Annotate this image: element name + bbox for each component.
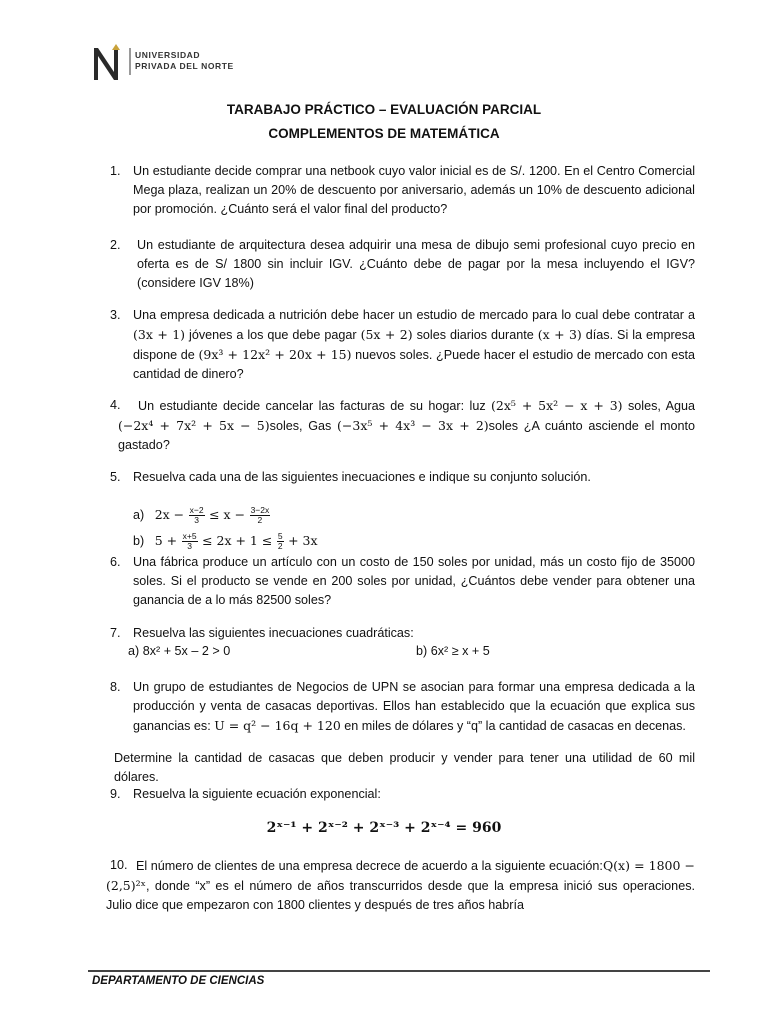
question-1: Un estudiante decide comprar una netbook cuyo valor inicial es de S/. 1200. En el Centro Comercial Mega plaza, realizan un 20% de descuento por aniversario, además un 10% de descuento adicional por promoción. ¿Cuánto será el valor final del producto?: [133, 164, 695, 216]
q5b-fraction-2-num: 5: [277, 531, 283, 542]
q5b-label: b): [133, 534, 145, 548]
q5a-label: a): [133, 508, 145, 522]
question-4: [118, 396, 695, 455]
q4-expr-1: (2x⁵ + 5x² − x + 3): [491, 398, 623, 413]
q10-text-a: El número de clientes de una empresa decrece de acuerdo a la siguiente ecuación:: [136, 859, 603, 873]
q5b-fraction-2: [277, 532, 284, 551]
logo-text: [135, 50, 234, 72]
q3-expr-3: (x + 3): [537, 327, 582, 342]
q5b-fraction-1-den: 3: [187, 541, 192, 552]
q10-text-b: , donde “x” es el número de años transcurridos desde que la empresa inició sus operaciones. Julio dice que empezaron con 1800 clientes y después de tres años habría: [106, 879, 695, 912]
q5a-fraction-1-num: x−2: [189, 505, 204, 516]
q5a-fraction-2-num: 3−2x: [250, 505, 270, 516]
document-title: TARABAJO PRÁCTICO – EVALUACIÓN PARCIAL: [226, 102, 542, 117]
item-number-2: 2.: [110, 238, 121, 252]
question-6: Una fábrica produce un artículo con un costo de 150 soles por unidad, más un costo fijo de 35000 soles. Si el producto se vende en 200 soles por unidad, ¿Cuántos debe vender para obtener una ganancia de a lo más 82500 soles?: [133, 555, 695, 607]
q5a-fraction-2: [250, 506, 271, 525]
q5b-part-1: 5 +: [154, 533, 178, 548]
q5a-part-1: 2x −: [154, 507, 185, 522]
question-8-instruction: Determine la cantidad de casacas que deben producir y vender para tener una utilidad de 60 mil dólares.: [114, 751, 695, 784]
q4-expr-3: (−3x⁵ + 4x³ − 3x + 2): [337, 418, 489, 433]
q8-text-a: Un grupo de estudiantes de Negocios de UPN se asocian para formar una empresa dedicada a la producción y venta de casacas deportivas. Ellos han establecido que la ecuación que explica sus ganancias es:: [133, 680, 695, 733]
q3-expr-4: (9x³ + 12x² + 20x + 15): [198, 347, 352, 362]
q8-equation: U = q² − 16q + 120: [214, 718, 341, 733]
question-5b: [133, 531, 633, 551]
question-7b: b) 6x² ≥ x + 5: [416, 644, 490, 658]
q3-expr-2: (5x + 2): [360, 327, 413, 342]
q3-expr-1: (3x + 1): [133, 327, 186, 342]
q4-text-b: soles, Agua: [622, 399, 695, 413]
q5a-fraction-1: [189, 506, 205, 525]
q5b-part-3: + 3x: [288, 533, 318, 548]
question-7a: a) 8x² + 5x – 2 > 0: [128, 644, 231, 658]
item-number-3: 3.: [110, 308, 121, 322]
question-5: Resuelva cada una de las siguientes inecuaciones e indique su conjunto solución.: [133, 470, 591, 484]
footer-divider: [88, 970, 710, 972]
item-number-4: 4.: [110, 398, 121, 412]
document-subtitle: COMPLEMENTOS DE MATEMÁTICA: [268, 126, 500, 141]
q4-text-d: soles ¿A cuánto asciende el monto gastado?: [118, 419, 695, 452]
logo-line2: PRIVADA DEL NORTE: [135, 61, 234, 71]
item-number-6: 6.: [110, 555, 121, 569]
logo-line1: UNIVERSIDAD: [135, 50, 201, 60]
q5b-fraction-1: [182, 532, 198, 551]
q5b-fraction-2-den: 2: [277, 541, 283, 552]
q4-expr-2: (−2x⁴ + 7x² + 5x − 5): [118, 418, 270, 433]
question-5a: [133, 505, 633, 525]
q8-text-b: en miles de dólares y “q” la cantidad de casacas en decenas.: [340, 719, 686, 733]
item-number-7: 7.: [110, 626, 121, 640]
q5a-part-2: ≤ x −: [209, 507, 246, 522]
q5b-part-2: ≤ 2x + 1 ≤: [202, 533, 273, 548]
exponential-equation: 2ˣ⁻¹ + 2ˣ⁻² + 2ˣ⁻³ + 2ˣ⁻⁴ = 960: [266, 820, 502, 836]
question-9: Resuelva la siguiente ecuación exponencial:: [133, 787, 381, 801]
item-number-1: 1.: [110, 164, 121, 178]
q3-text-d: días. Si la empresa dispone de: [133, 328, 695, 362]
item-number-8: 8.: [110, 680, 121, 694]
q4-text-a: Un estudiante decide cancelar las facturas de su hogar: luz: [138, 399, 492, 413]
item-number-9: 9.: [110, 787, 121, 801]
item-number-5: 5.: [110, 470, 121, 484]
logo-divider: [129, 48, 131, 75]
question-3: [133, 306, 695, 384]
q3-text-e: nuevos soles. ¿Puede hacer el estudio de mercado con esta cantidad de dinero?: [133, 348, 695, 381]
q3-text-a: Una empresa dedicada a nutrición debe hacer un estudio de mercado para lo cual debe contratar a: [133, 308, 695, 322]
footer-department: DEPARTAMENTO DE CIENCIAS: [92, 975, 265, 987]
q3-text-b: jóvenes a los que debe pagar: [185, 328, 361, 342]
question-8: [133, 678, 695, 736]
item-number-10: 10.: [110, 858, 128, 872]
q5a-fraction-2-den: 2: [257, 515, 263, 526]
question-2: Un estudiante de arquitectura desea adquirir una mesa de dibujo semi profesional cuyo precio en oferta es de S/ 1800 sin incluir IGV. ¿Cuánto debe de pagar por la mesa incluyendo el IGV?(considere IGV 18%): [137, 238, 695, 290]
q3-text-c: soles diarios durante: [412, 328, 538, 342]
q5a-fraction-1-den: 3: [194, 515, 199, 526]
q4-text-c: soles, Gas: [269, 419, 338, 433]
q10-equation: Q(x) = 1800 − (2,5)²ˣ: [106, 858, 695, 893]
question-7: Resuelva las siguientes inecuaciones cuadráticas:: [133, 626, 414, 640]
q5b-fraction-1-num: x+5: [182, 531, 197, 542]
question-10: [106, 856, 695, 915]
